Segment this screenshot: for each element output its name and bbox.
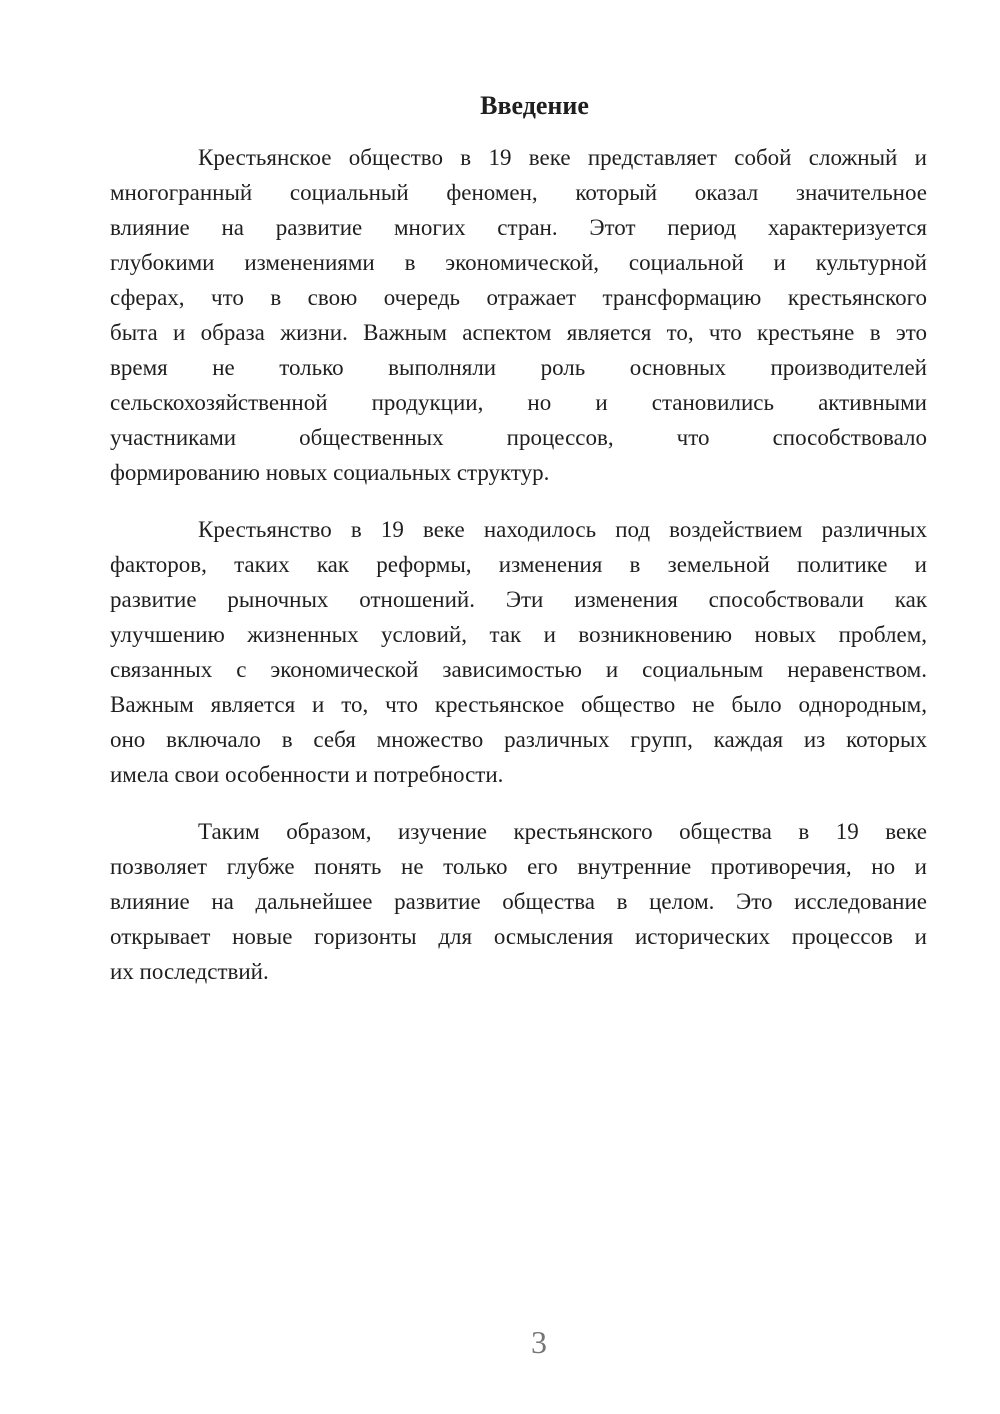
text-line: их последствий. [110,959,269,984]
text-line: влияние на развитие многих стран. Этот период характеризуется [110,215,927,240]
text-line: факторов, таких как реформы, изменения в земельной политике и [110,552,927,577]
text-line: развитие рыночных отношений. Эти изменения способствовали как [110,587,927,612]
text-line: сферах, что в свою очередь отражает трансформацию крестьянского [110,285,927,310]
page-number: 3 [531,1324,547,1360]
text-line: глубокими изменениями в экономической, социальной и культурной [110,250,927,275]
text-line: сельскохозяйственной продукции, но и становились активными [110,390,927,415]
text-line: имела свои особенности и потребности. [110,762,504,787]
text-line: Важным является и то, что крестьянское общество не было однородным, [110,692,927,717]
text-line: связанных с экономической зависимостью и социальным неравенством. [110,657,927,682]
section-title: Введение [480,91,589,120]
text-line: многогранный социальный феномен, который оказал значительное [110,180,927,205]
text-line: участниками общественных процессов, что способствовало [110,425,927,450]
text-line: Крестьянство в 19 веке находилось под воздействием различных [198,517,927,542]
text-line: оно включало в себя множество различных групп, каждая из которых [110,727,927,752]
document-body [110,140,927,989]
paragraph [110,512,927,792]
text-line: Крестьянское общество в 19 веке представляет собой сложный и [198,145,927,170]
text-line: открывает новые горизонты для осмысления исторических процессов и [110,924,927,949]
text-line: позволяет глубже понять не только его внутренние противоречия, но и [110,854,927,879]
text-line: улучшению жизненных условий, так и возникновению новых проблем, [110,622,927,647]
paragraph [110,814,927,989]
paragraph [110,140,927,490]
text-line: Таким образом, изучение крестьянского общества в 19 веке [198,819,927,844]
text-line: формированию новых социальных структур. [110,460,550,485]
text-line: время не только выполняли роль основных производителей [110,355,927,380]
text-line: влияние на дальнейшее развитие общества в целом. Это исследование [110,889,927,914]
text-line: быта и образа жизни. Важным аспектом является то, что крестьяне в это [110,320,927,345]
